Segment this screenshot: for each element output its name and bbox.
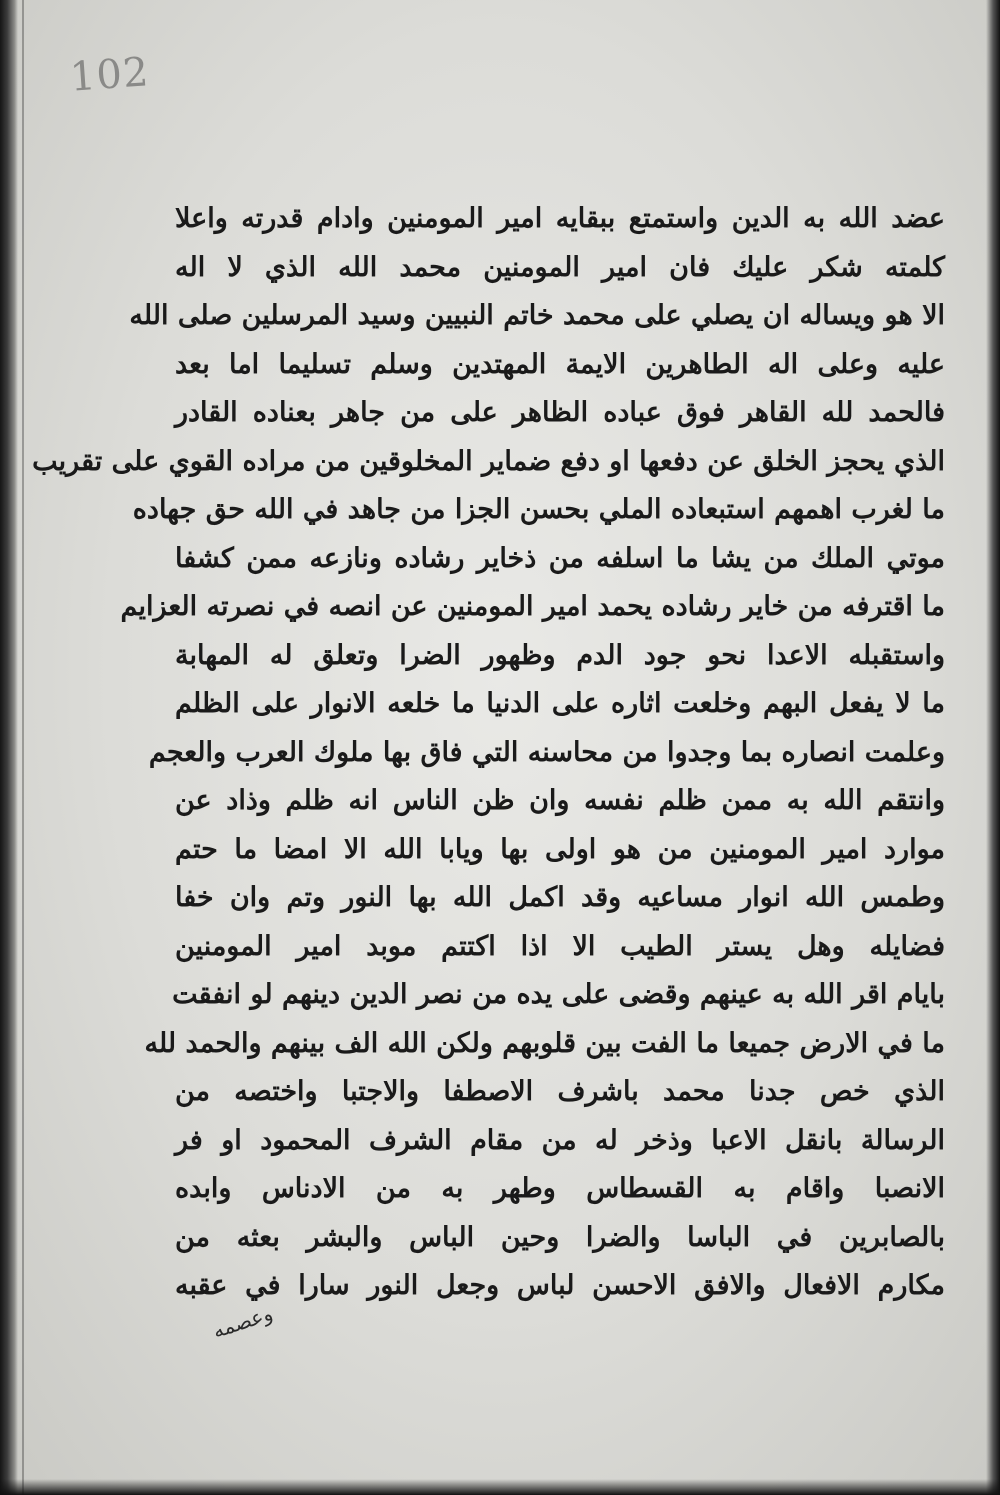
text-line: فالحمد لله القاهر فوق عباده الظاهر على من جاهر بعناده القادر	[175, 397, 945, 428]
page-right-edge	[986, 0, 1000, 1495]
text-line: كلمته شكر عليك فان امير المومنين محمد الله الذي لا اله	[175, 251, 945, 283]
text-line: ما لا يفعل البهم وخلعت اثاره على الدنيا ما خلعه الانوار على الظلم	[175, 688, 945, 719]
text-line: وطمس الله انوار مساعيه وقد اكمل الله بها النور وتم وان خفا	[175, 882, 945, 913]
page-bottom-edge	[0, 1479, 1000, 1495]
text-line: الذي يحجز الخلق عن دفعها او دفع ضماير المخلوقين من مراده القوي على تقريب	[32, 445, 945, 477]
text-line: الا هو ويساله ان يصلي على محمد خاتم النبيين وسيد المرسلين صلى الله	[129, 300, 945, 331]
text-line: بالصابرين في الباسا والضرا وحين الباس والبشر بعثه من	[175, 1221, 945, 1253]
text-line: وانتقم الله به ممن ظلم نفسه وان ظن الناس انه ظلم وذاد عن	[175, 785, 945, 816]
folio-number: 102	[68, 49, 151, 101]
text-line: وعلمت انصاره بما وجدوا من محاسنه التي فاق بها ملوك العرب والعجم	[148, 736, 945, 768]
catchword: وعصمه	[209, 1301, 276, 1343]
binding-gutter-line	[22, 0, 24, 1495]
text-line: واستقبله الاعدا نحو جود الدم وظهور الضرا وتعلق له المهابة	[175, 639, 945, 671]
text-line: مكارم الافعال والافق الاحسن لباس وجعل النور سارا في عقبه	[175, 1270, 945, 1301]
text-line: ما لغرب اهمهم استبعاده الملي بحسن الجزا من جاهد في الله حق جهاده	[132, 494, 945, 525]
text-line: موتي الملك من يشا ما اسلفه من ذخاير رشاده ونازعه ممن كشفا	[175, 542, 945, 574]
text-line: فضايله وهل يستر الطيب الا اذا اكتتم موبد امير المومنين	[175, 930, 945, 962]
text-line: بايام اقر الله به عينهم وقضى على يده من نصر الدين دينهم لو انفقت	[172, 979, 945, 1010]
text-line: الرسالة بانقل الاعبا وذخر له من مقام الشرف المحمود او فر	[175, 1124, 945, 1156]
binding-edge	[0, 0, 18, 1495]
text-line: عليه وعلى اله الطاهرين الايمة المهتدين وسلم تسليما اما بعد	[175, 348, 945, 380]
text-line: الذي خص جدنا محمد باشرف الاصطفا والاجتبا واختصه من	[175, 1076, 945, 1107]
manuscript-text-block	[32, 195, 945, 1311]
text-line: الانصبا واقام به القسطاس وطهر به من الادناس وابده	[175, 1173, 945, 1204]
text-line: ما اقترفه من خاير رشاده يحمد امير المومنين عن انصه في نصرته العزايم	[120, 591, 945, 622]
text-line: عضد الله به الدين واستمتع ببقايه امير المومنين وادام قدرته واعلا	[175, 203, 945, 234]
text-line: موارد امير المومنين من هو اولى بها ويابا الله الا امضا ما حتم	[175, 833, 945, 865]
text-line: ما في الارض جميعا ما الفت بين قلوبهم ولكن الله الف بينهم والحمد لله	[144, 1027, 945, 1059]
